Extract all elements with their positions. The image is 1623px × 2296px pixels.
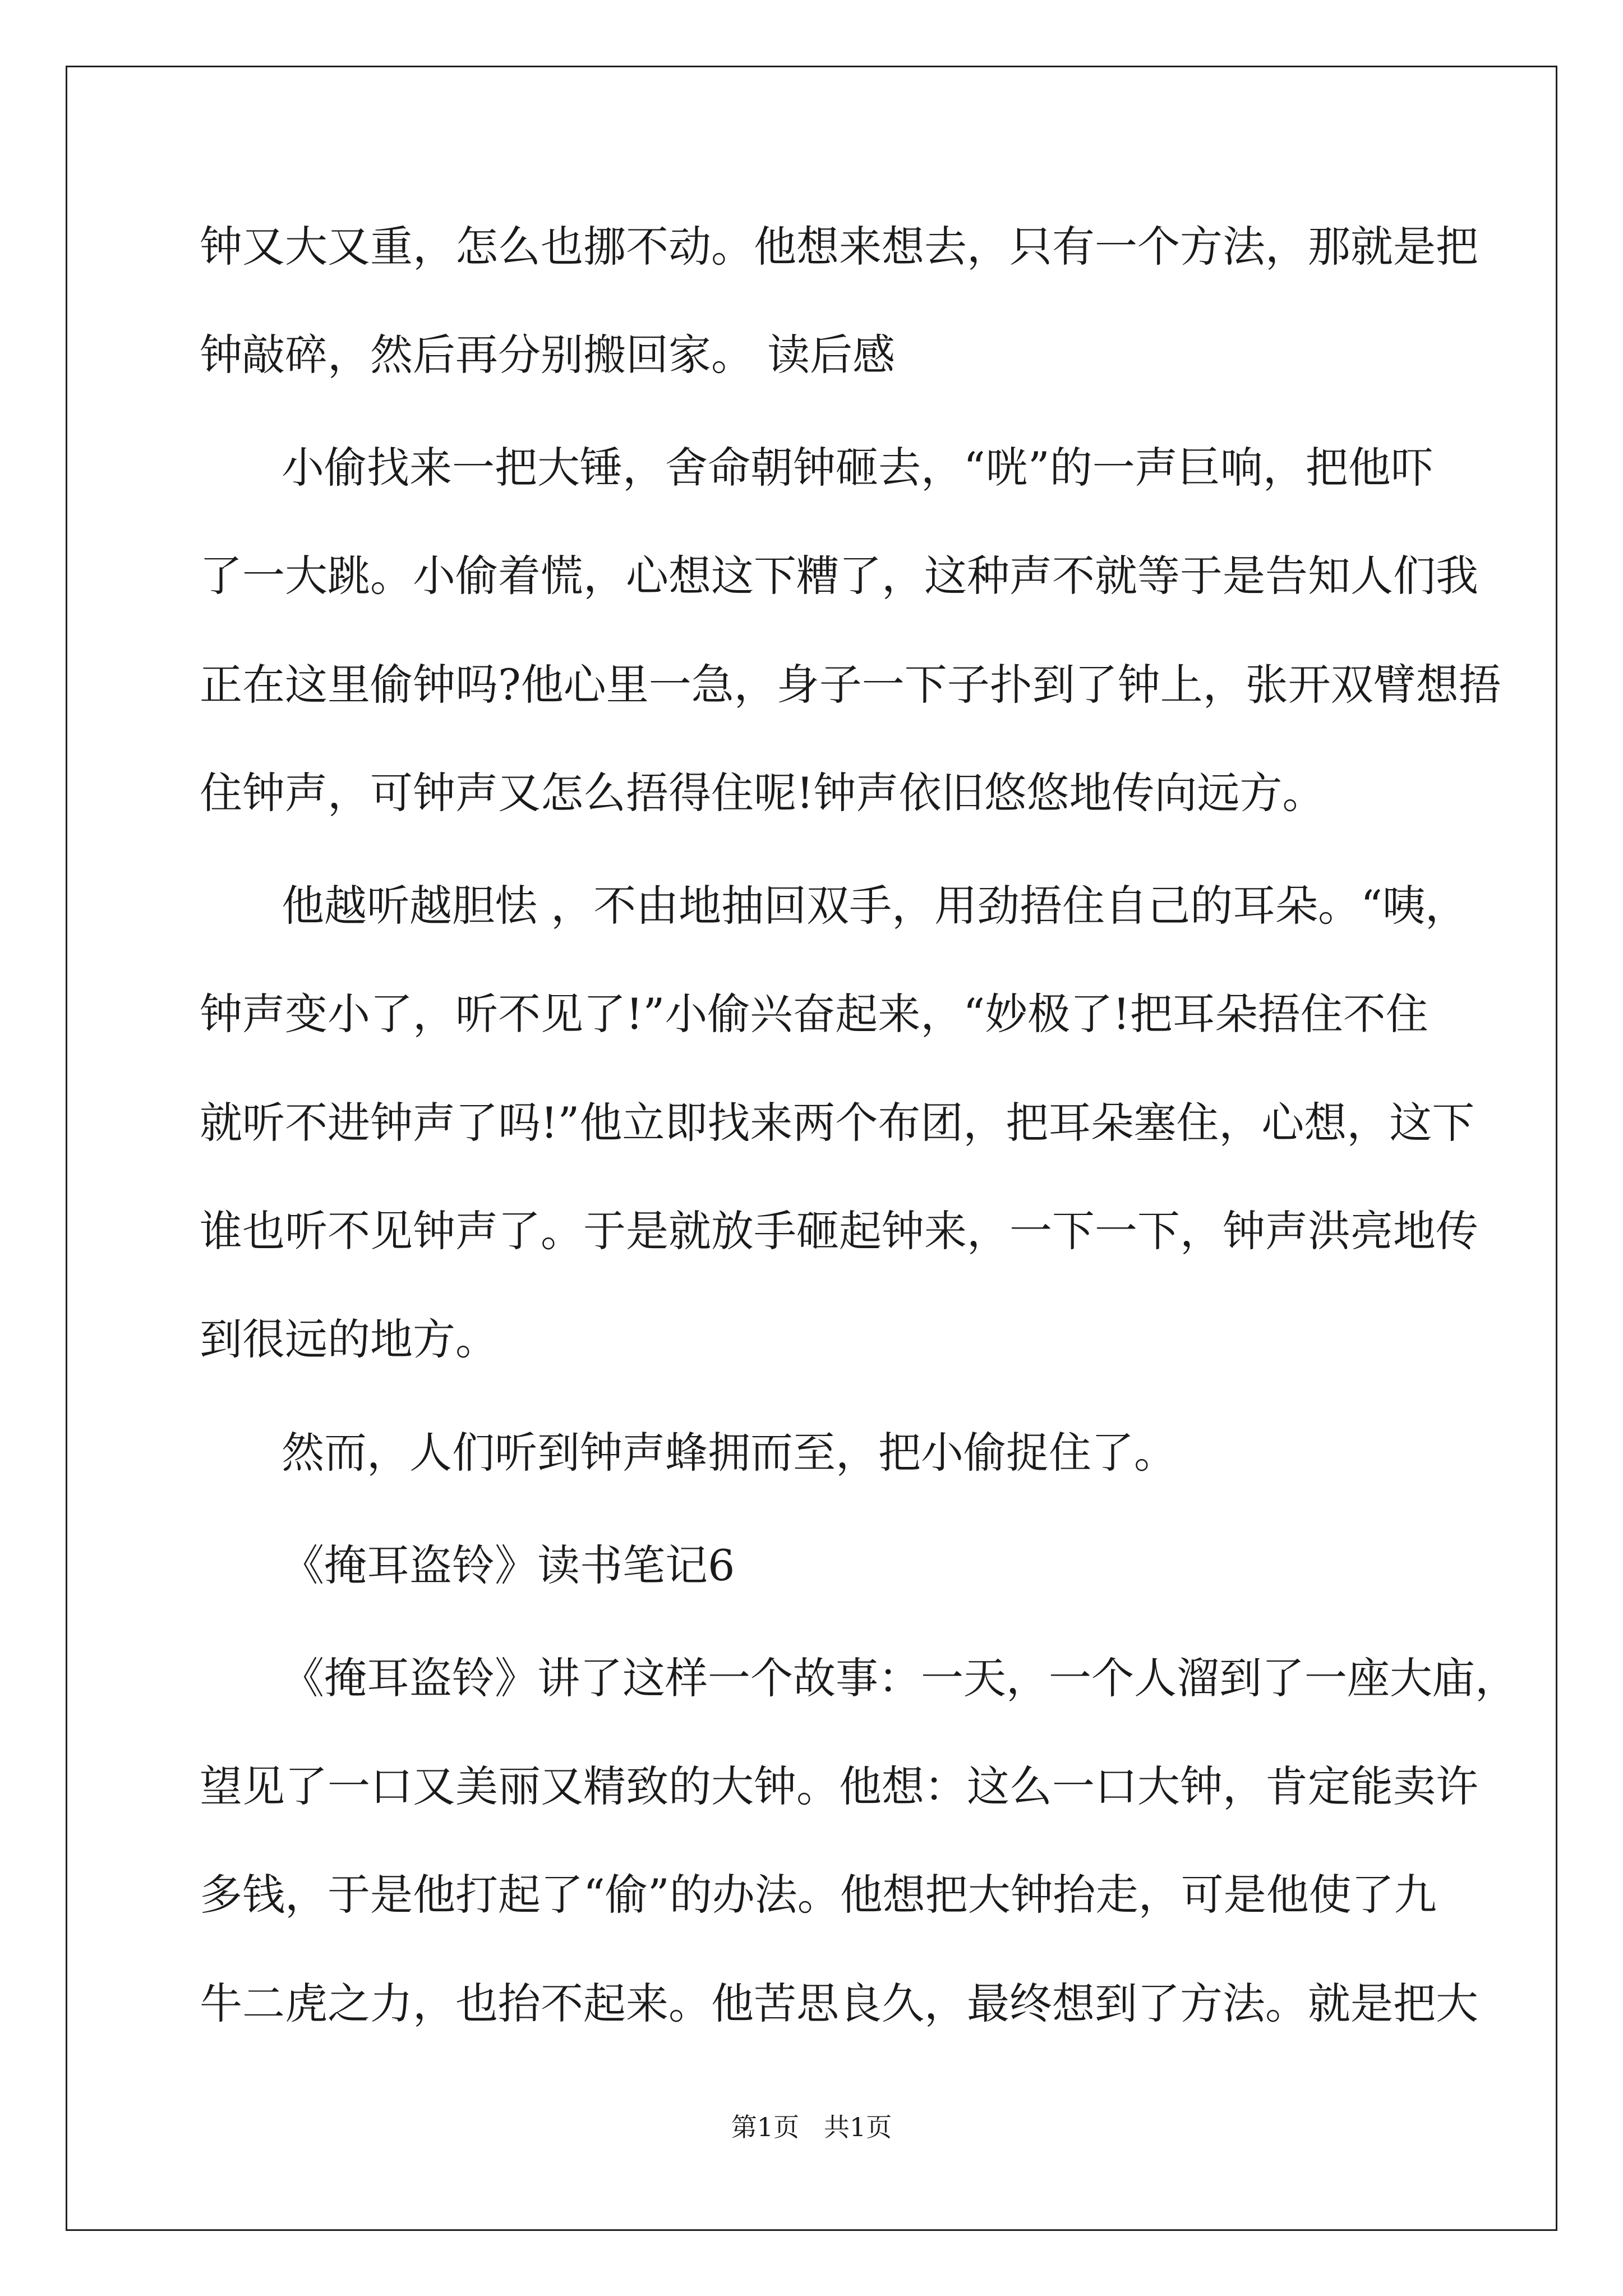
- paragraph-start-line: 《掩耳盗铃》讲了这样一个故事：一天，一个人溜到了一座大庙，: [282, 1653, 1518, 1703]
- paragraph-start-line: 他越听越胆怯 ，不由地抽回双手，用劲捂住自己的耳朵。“咦，: [282, 881, 1468, 931]
- text-line: 就听不进钟声了吗!”他立即找来两个布团，把耳朵塞住，心想，这下: [200, 1098, 1475, 1148]
- paragraph-start-line: 然而，人们听到钟声蜂拥而至，把小偷捉住了。: [282, 1428, 1177, 1478]
- text-line: 谁也听不见钟声了。于是就放手砸起钟来，一下一下，钟声洪亮地传: [200, 1206, 1478, 1256]
- page-footer: 第1页 共1页: [731, 2112, 892, 2142]
- section-heading: 《掩耳盗铃》读书笔记6: [282, 1540, 735, 1590]
- text-line: 望见了一口又美丽又精致的大钟。他想：这么一口大钟，肯定能卖许: [200, 1761, 1478, 1811]
- text-line: 钟又大又重，怎么也挪不动。他想来想去，只有一个方法，那就是把: [200, 222, 1478, 272]
- text-line: 多钱，于是他打起了“偷”的办法。他想把大钟抬走，可是他使了九: [200, 1870, 1437, 1920]
- text-line: 到很远的地方。: [200, 1314, 498, 1364]
- text-line: 钟声变小了，听不见了!”小偷兴奋起来，“妙极了!把耳朵捂住不住: [200, 989, 1428, 1039]
- text-line: 住钟声，可钟声又怎么捂得住呢!钟声依旧悠悠地传向远方。: [200, 768, 1325, 818]
- paragraph-start-line: 小偷找来一把大锤，舍命朝钟砸去，“咣”的一声巨响，把他吓: [282, 443, 1433, 493]
- text-line: 了一大跳。小偷着慌，心想这下糟了，这种声不就等于是告知人们我: [200, 551, 1478, 601]
- text-line: 钟敲碎，然后再分别搬回家。 读后感: [200, 330, 896, 380]
- text-line: 正在这里偷钟吗?他心里一急，身子一下子扑到了钟上，张开双臂想捂: [200, 660, 1501, 710]
- text-line: 牛二虎之力，也抬不起来。他苦思良久，最终想到了方法。就是把大: [200, 1978, 1478, 2028]
